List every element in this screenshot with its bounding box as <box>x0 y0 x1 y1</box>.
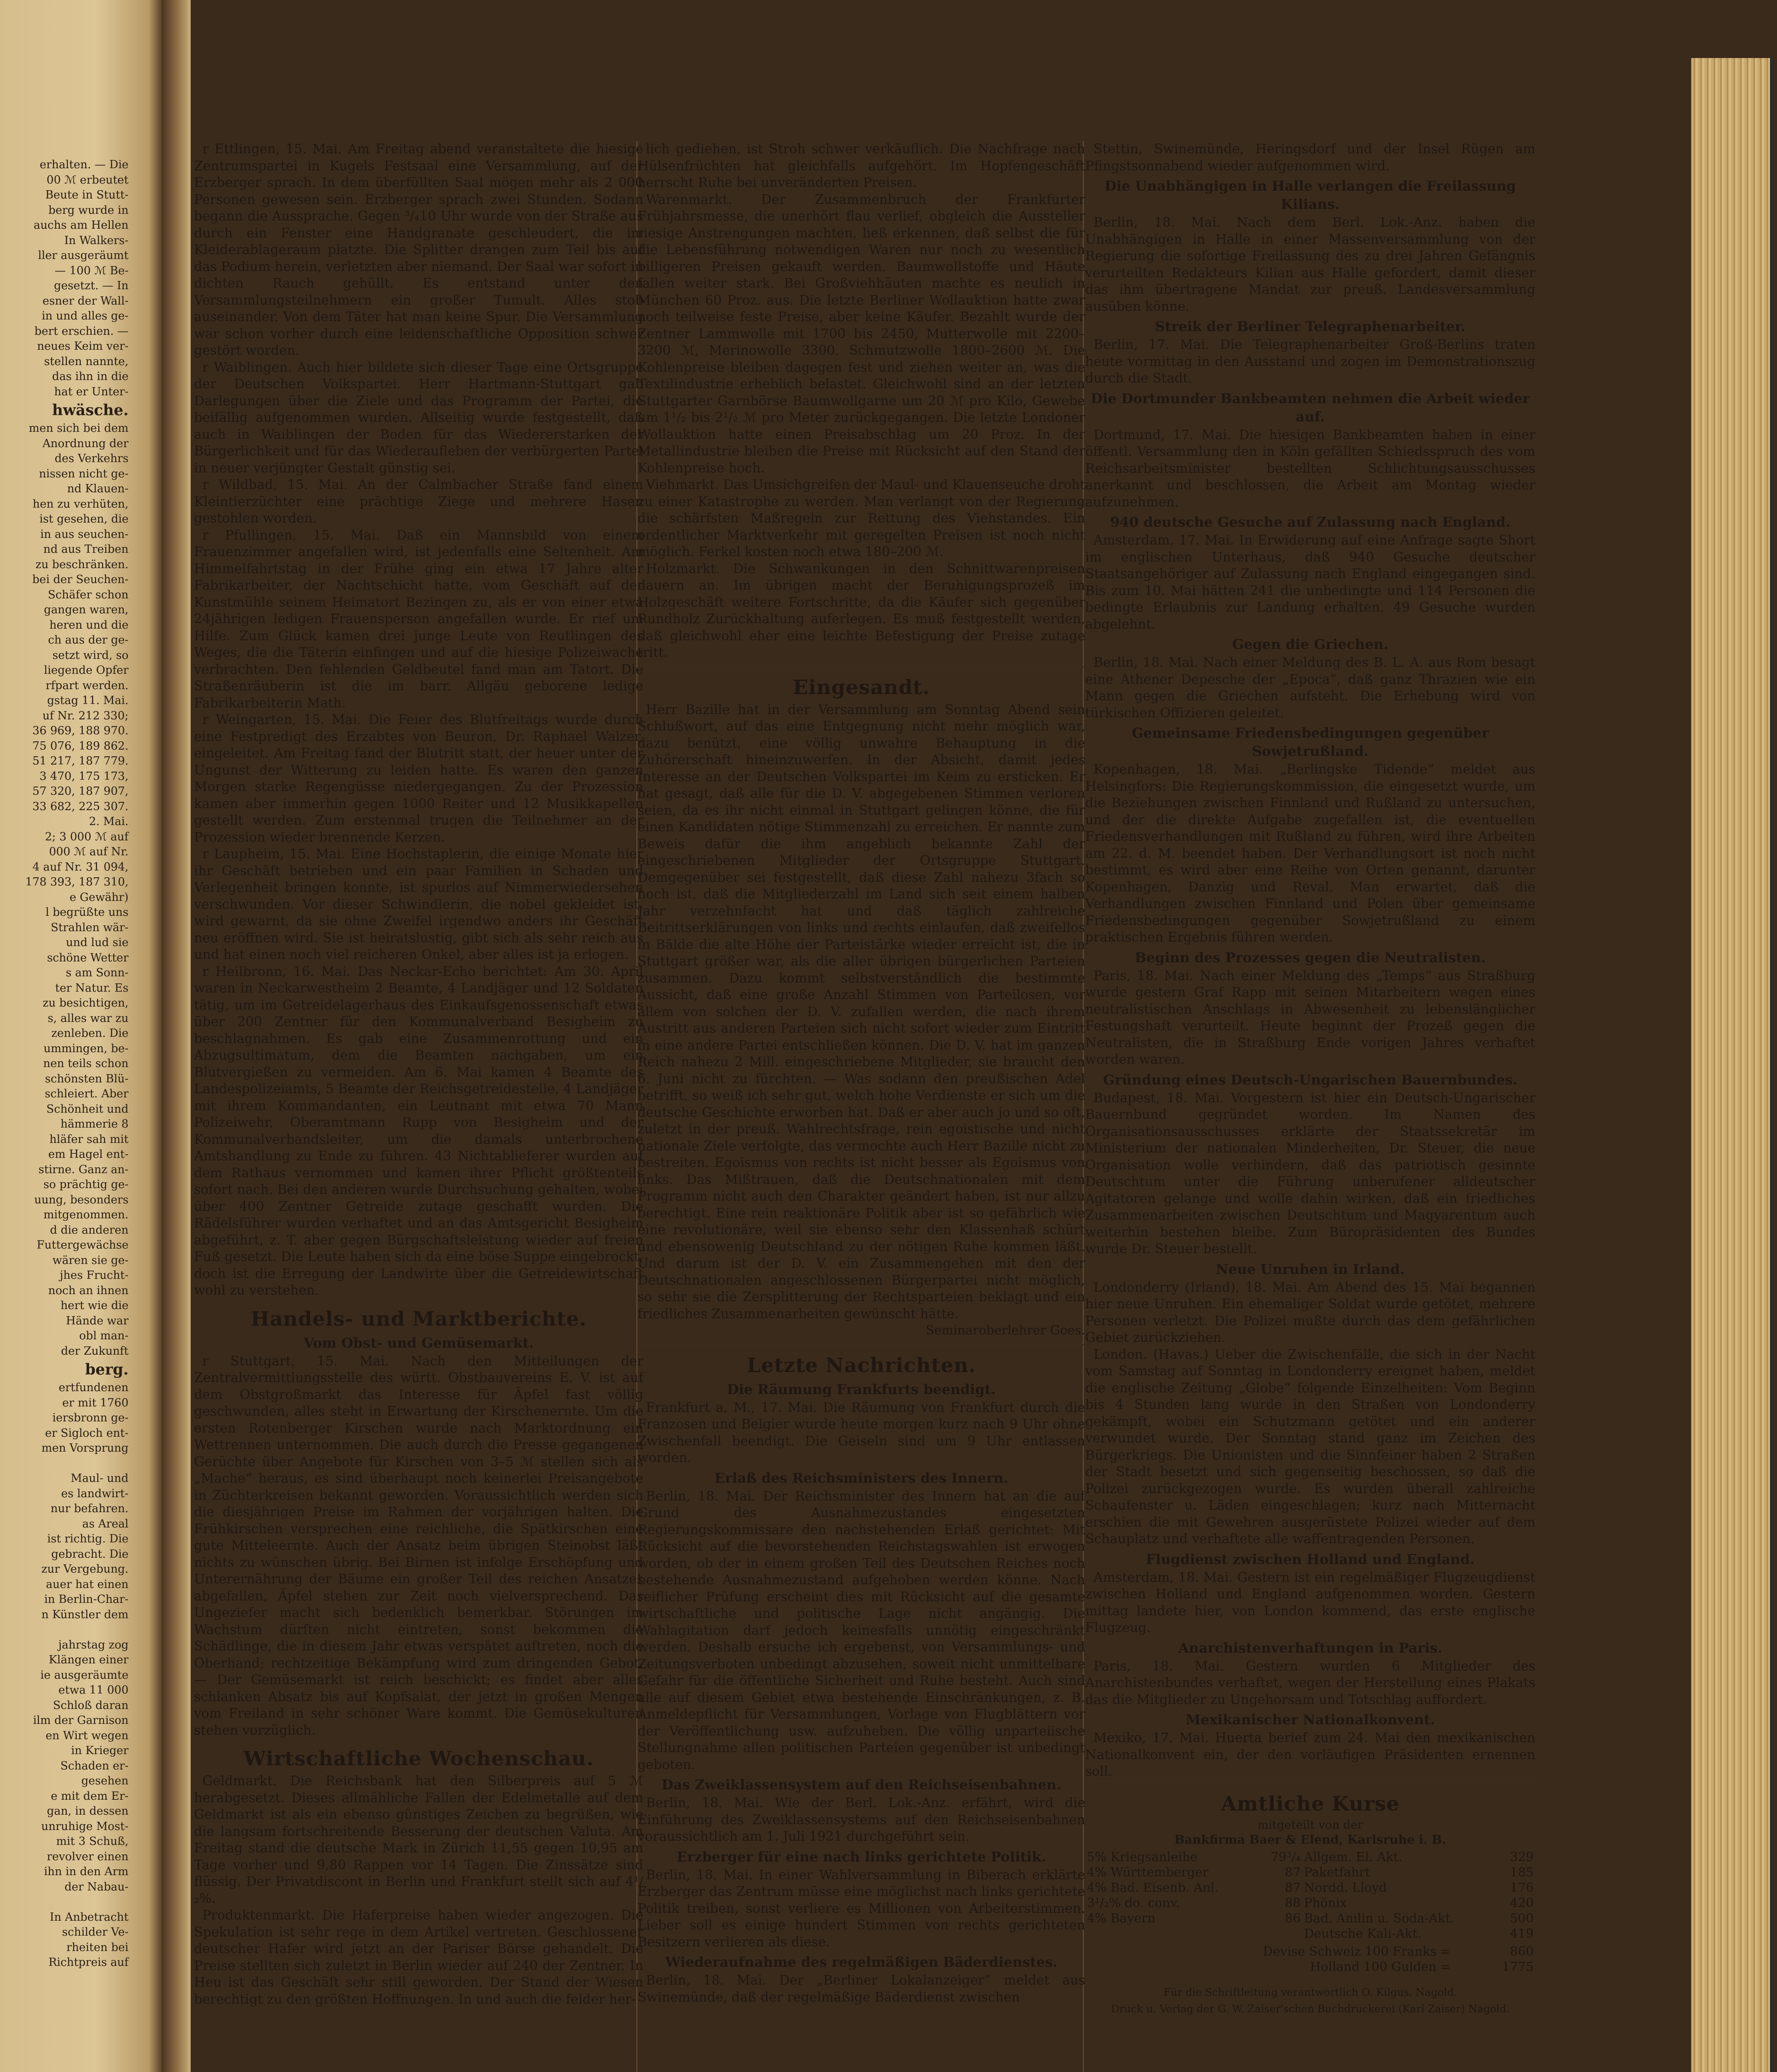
left-text-line: esner der Wall- <box>42 294 128 307</box>
kurse-cell: 4% Bad. Eisenb. Anl. <box>1087 1880 1219 1895</box>
economic-review-block <box>194 1773 643 2008</box>
paragraph: Berlin, 18. Mai. Nach dem Berl. Lok.-Anz. haben die Unabhängigen in Halle in einer Massenversammlung von der Regierung die sofortige Freilassung des zu drei Jahren Gefängnis verurteilten Redakteurs Kilian aus Halle gefordert, damit dieser das ihm übertragene Mandat zur preuß. Landesversammlung ausüben könne. <box>1085 215 1535 314</box>
left-text-line: das ihn in die <box>52 370 128 383</box>
left-text-line: ummingen, be- <box>44 1042 128 1055</box>
subheading-raeumung: Die Räumung Frankfurts beendigt. <box>727 1381 996 1397</box>
left-text-line: mitgenommen. <box>43 1208 128 1221</box>
left-text-line: gebracht. Die <box>51 1547 128 1561</box>
left-text-line: ie ausgeräumte <box>40 1668 128 1682</box>
paragraph: Produktenmarkt. Die Haferpreise haben wieder angezogen. Die Spekulation ist sehr rege in dem Artikel vertreten. Geschlossener deutscher Hafer wird jetzt an der Pariser Börse gehandelt. Die Preise stellten sich zuletzt in Berlin wieder auf 240 der Zentner. In Heu ist das Geschäft sehr still geworden. Der Stand der Wiesen berechtigt zu den größten Hoffnungen. In und auch die felder her- <box>194 1908 643 2007</box>
kurse-cell: Nordd. Lloyd <box>1304 1880 1387 1895</box>
left-text-line: noch an ihnen <box>48 1284 128 1297</box>
market-report-block <box>194 1353 643 1739</box>
news-frieden <box>1085 761 1535 946</box>
left-text-line: d die anderen <box>50 1223 128 1237</box>
paragraph: lich gediehen, ist Stroh schwer verkäuflich. Die Nachfrage nach Hülsenfrüchten hat gleichfalls aufgehört. Im Hopfengeschäft herrscht Ruhe bei unveränderten Preisen. <box>638 142 1085 190</box>
news-kilian <box>1085 214 1535 315</box>
paragraph: Berlin, 18. Mai. Der „Berliner Lokalanzeiger“ meldet aus Swinemünde, daß der regelmäßige Bäderdienst zwischen <box>638 1973 1085 2005</box>
left-text-line: 00 ℳ erbeutet <box>46 173 128 186</box>
kurse-cell: 3¹/₂% do. conv. <box>1087 1895 1180 1910</box>
kurse-row <box>1085 1849 1535 1865</box>
kurse-row <box>1085 1865 1535 1880</box>
subheading-zweiklassen: Das Zweiklassensystem auf den Reichseisenbahnen. <box>661 1777 1062 1793</box>
column-1 <box>194 141 643 2008</box>
left-text-line: hat er Unter- <box>54 385 128 398</box>
left-heading: berg. <box>85 1361 128 1378</box>
left-text-line: ist richtig. Die <box>47 1532 128 1545</box>
left-text-line: stirne. Ganz an- <box>38 1163 128 1176</box>
fx-cell: = <box>1440 1944 1450 1959</box>
left-text-line: schönsten Blü- <box>45 1072 128 1085</box>
left-text-line: uung, besonders <box>34 1193 128 1206</box>
kurse-cell: Phönix <box>1304 1895 1347 1910</box>
local-news-block <box>194 141 643 1299</box>
left-text-line: jahrstag zog <box>58 1638 128 1651</box>
kurse-cell <box>1259 1926 1302 1941</box>
kurse-cell: 5% Kriegsanleihe <box>1087 1849 1198 1864</box>
paragraph: Viehmarkt. Das Umsichgreifen der Maul- und Klauenseuche droht zu einer Katastrophe zu werden. Man verlangt von der Regierung die schärfsten Maßregeln zur Rettung des Viehstandes. Ein ordentlicher Marktverkehr mit geregelten Preisen ist noch nicht möglich. Ferkel kosten noch etwa 180–200 ℳ. <box>638 477 1085 559</box>
left-text-line: unruhige Most- <box>41 1820 128 1833</box>
left-text-line: 36 969, 188 970. <box>32 724 128 737</box>
paragraph: r Pfullingen, 15. Mai. Daß ein Mannsbild von einem Frauenzimmer angefallen wird, ist jedenfalls eine Seltenheit. Am Himmelfahrtstag in der Frühe ging ein etwa 17 Jahre alter Fabrikarbeiter, der Nachtschicht hatte, vom Geschäft auf der Kunstmühle seinem Heimatort Bezingen zu, als er von einer etwa 24jährigen ledigen Frauensperson angefallen wurde. Er rief um Hilfe. Zum Glück kamen drei junge Leute von Reutlingen des Weges, die die Täterin einfingen und auf die hiesige Polizeiwache verbrachten. Den fehlenden Geldbeutel fand man am Tatort. Die Straßenräuberin ist die im barr. Allgäu geborene ledige Fabrikarbeiterin Math. <box>194 528 643 711</box>
left-text-line: e mit dem Er- <box>51 1789 128 1803</box>
kurse-cell: Deutsche Kali-Akt. <box>1304 1926 1421 1941</box>
news-gesuche <box>1085 532 1535 633</box>
section-heading-handel: Handels- und Marktberichte. <box>250 1307 587 1331</box>
left-text-line: etwa 11 000 <box>58 1684 128 1697</box>
left-text-line: schöne Wetter <box>47 951 128 964</box>
paragraph: r Heilbronn, 16. Mai. Das Neckar-Echo berichtet: Am 30. April waren in Neckarwestheim 2 Beamte, 4 Landjäger und 12 Soldaten tätig, um im Getreidelagerhaus des Einkaufsgenossenschaft etwas über 200 Zentner für den Kommunalverband Besigheim zu beschlagnahmen. Es gab eine Zusammenrottung und ein Abzugsultimatum, dem die Beamten nachgaben, um ein Blutvergießen zu vermeiden. Am 6. Mai kamen 4 Beamte des Landespolizeiamts, 5 Beamte der Reichsgetreidestelle, 4 Landjäger mit ihrem Kommandanten, ein Leutnant mit etwa 70 Mann Polizeiwehr, Oberamtmann Rupp von Besigheim und der Kommunalverbandsleiter, um die damals unterbrochene Amtshandlung zu Ende zu führen. 43 Nichtablieferer wurden auf dem Rathaus vernommen und kamen ihrer Pflicht größtenteils sofort nach. Bei den anderen wurde Durchsuchung gehalten, wobei über 400 Zentner Getreide zutage geschafft wurden. Die Rädelsführer wurden verhaftet und an das Amtsgericht Besigheim abgeführt, z. T. aber gegen Bürgschaftsleistung wieder auf freien Fuß gesetzt. Die Leute haben sich da eine böse Suppe eingebrockt, doch ist die Erregung der Landwirte über die Getreidewirtschaft wohl zu verstehen. <box>194 964 643 1298</box>
left-text-line: nd aus Treiben <box>43 543 128 556</box>
paragraph: r Ettlingen, 15. Mai. Am Freitag abend veranstaltete die hiesige Zentrumspartei in Kugels Festsaal eine Versammlung, auf der Erzberger sprach. In dem überfüllten Saal mögen mehr als 2 000 Personen gewesen sein. Erzberger sprach zwei Stunden. Sodann begann die Aussprache. Gegen ³/₄10 Uhr wurde von der Straße aus durch ein Fenster eine Handgranate geschleudert, die im Kleiderablageraum platzte. Die Splitter drangen zum Teil bis auf das Podium herein, verletzten aber niemand. Der Saal war sofort in dichten Rauch gehüllt. Es entstand unter den Versammlungsteilnehmern ein großer Tumult. Alles stob auseinander. Von dem Täter hat man keine Spur. Die Versammlung war schon vorher durch eine leidenschaftliche Opposition schwer gestört worden. <box>194 142 643 358</box>
fx-cell: Holland 100 Gulden <box>1310 1959 1437 1974</box>
left-text-line: revolver einen <box>46 1850 128 1863</box>
left-text-line: — 100 ℳ Be- <box>54 264 128 277</box>
left-text-line: es landwirt- <box>61 1487 128 1500</box>
divider <box>1085 1980 1535 1981</box>
kurse-cell: 4% Bayern <box>1087 1911 1156 1926</box>
left-text-line: s, alles war zu <box>47 1012 128 1025</box>
left-text-line <box>4 1456 128 1472</box>
paragraph: r Waiblingen. Auch hier bildete sich dieser Tage eine Ortsgruppe der Deutschen Volkspartei. Herr Hartmann-Stuttgart gab Darlegungen über die Ziele und das Programm der Partei, die beifällig aufgenommen wurden. Allseitig wurde festgestellt, daß auch in Waiblingen der Boden für das Wiedererstarken der Bürgerlichkeit und für das Wiederaufleben der verbürgerten Partei in neuer verjüngter Gestalt günstig sei. <box>194 360 643 476</box>
left-text-line: 3 470, 175 173, <box>39 770 128 783</box>
left-text-line: 178 393, 187 310, <box>25 876 128 888</box>
left-text-line: bei der Seuchen- <box>32 573 128 586</box>
paragraph: r Stuttgart, 15. Mai. Nach den Mitteilungen der Zentralvermittlungsstelle des württ. Obstbauvereins E. V. ist auf dem Obstgroßmarkt das Interesse für Äpfel fast völlig geschwunden, alles steht in Erwartung der Kirschenernte. Um die ersten Rotenberger Kirschen wurde nach Marktordnung ein Wettrennen unternommen. Die auch durch die Presse gegangenen Gerüchte über Angebote für Kirschen von 3–5 ℳ stellen sich als „Mache“ heraus, es sind überhaupt noch keinerlei Preisangebote in Züchterkreisen bekannt geworden. Voraussichtlich werden sich die diesjährigen Preise im Rahmen der vorjährigen halten. Die Frühkirschen versprechen eine reichliche, die Spätkirschen eine gute Mitteleernte. Auch der Ansatz beim übrigen Steinobst läßt nichts zu wünschen übrig. Bei Birnen ist infolge Erschöpfung und Unterernährung der Bäume ein großer Teil des reichen Ansatzes abgefallen, Äpfel stehen zur Zeit noch vielversprechend. Das Ungeziefer macht sich bedenklich bemerkbar. Störungen im Wachstum dürften nicht eintreten, sonst bekommen die Schädlinge, die in diesem Jahr etwas verspätet auftreten, noch die Oberhand; rechtzeitige Bekämpfung wird zum dringenden Gebot. — Der Gemüsemarkt ist reich beschickt; es findet aber alles schlanken Absatz bis auf Kopfsalat, der jetzt in großen Mengen vom Freiland in sehr schöner Ware kommt. Die Gemüsekulturen stehen vorzüglich. <box>194 1353 643 1738</box>
section-heading-eingesandt: Eingesandt. <box>793 675 930 699</box>
left-text-line: bert erschien. — <box>34 324 128 338</box>
section-heading-letzte-nachrichten: Letzte Nachrichten. <box>747 1353 976 1377</box>
left-page-fragment <box>0 0 162 2072</box>
subheading-gesuche: 940 deutsche Gesuche auf Zulassung nach England. <box>1110 514 1510 530</box>
left-text-line: Schönheit und <box>46 1102 128 1116</box>
fx-row <box>1085 1944 1535 1959</box>
left-text-line: ilm der Garnison <box>33 1714 128 1727</box>
left-text-line: und lud sie <box>65 936 128 949</box>
kurse-bank: Bankfirma Baer & Elend, Karlsruhe i. B. <box>1174 1832 1446 1847</box>
kurse-cell: 185 <box>1510 1865 1534 1880</box>
left-page-column <box>4 157 128 1970</box>
kurse-table <box>1085 1849 1535 1941</box>
subheading-streik: Streik der Berliner Telegraphenarbeiter. <box>1155 318 1466 334</box>
paragraph: Berlin, 18. Mai. Nach einer Meldung des B. L. A. aus Rom besagt eine Athener Depesche der „Epoca“, daß ganz Thrazien wie ein Mann gegen die Griechen aufsteht. Die Erhebung wird von türkischen Offizieren geleitet. <box>1085 655 1535 721</box>
left-text-line: er Sigloch ent- <box>45 1426 128 1440</box>
subheading-irland: Neue Unruhen in Irland. <box>1216 1261 1405 1277</box>
news-flugdienst <box>1085 1569 1535 1636</box>
left-text-line: Schaden er- <box>60 1759 128 1772</box>
left-text-line: Richtpreis auf <box>48 1956 128 1969</box>
left-text-line: 57 320, 187 907, <box>32 785 128 798</box>
left-text-line: der Zukunft <box>61 1344 128 1358</box>
left-text-line: gstag 11. Mai. <box>47 694 128 707</box>
left-text-line: l begrüßte uns <box>45 906 128 919</box>
news-mexiko <box>1085 1730 1535 1780</box>
left-text-line: Klängen einer <box>48 1653 128 1666</box>
left-text-line: ist gesehen, die <box>39 513 128 525</box>
paragraph: r Wildbad, 15. Mai. An der Calmbacher Straße fand einem Kleintierzüchter eine prächtige Ziege und mehrere Hasen gestohlen worden. <box>194 477 643 526</box>
left-text-line: ller ausgeräumt <box>38 249 128 262</box>
left-text-line: Schloß daran <box>53 1699 128 1712</box>
kurse-cell: 87 <box>1285 1865 1301 1880</box>
left-text-line: liegende Opfer <box>44 664 128 677</box>
subheading-baederdienst: Wiederaufnahme des regelmäßigen Bäderdienstes. <box>665 1954 1058 1970</box>
letter-signature: Seminaroberlehrer Goes. <box>926 1323 1085 1338</box>
kurse-cell: 176 <box>1510 1880 1534 1895</box>
news-irland <box>1085 1279 1535 1548</box>
left-text-line: berg wurde in <box>48 203 128 217</box>
subheading-kilian: Die Unabhängigen in Halle verlangen die Freilassung Kilians. <box>1104 178 1516 212</box>
left-text-line: e Gewähr) <box>69 891 128 904</box>
left-text-line: Hände war <box>66 1314 128 1327</box>
left-text-line: 75 076, 189 862. <box>32 739 128 753</box>
paragraph: r Laupheim, 15. Mai. Eine Hochstaplerin, die einige Monate hier ihr Geschäft betrieben und ein paar Familien in Schaden und Verlegenheit bringen konnte, ist spurlos auf Nimmerwiedersehen verschwunden. Vor dieser Schwindlerin, die nobel gekleidet ist, wird gewarnt, da sie ohne Zweifel irgendwo anders ihr Geschäft neu eröffnen wird. Sie ist heiratslustig, gibt sich als sehr reich aus und hat einen noch viel reicheren Onkel, aber alles ist ja erlogen. <box>194 847 643 962</box>
left-text-line: schilder Ve- <box>62 1926 128 1939</box>
paragraph: Geldmarkt. Die Reichsbank hat den Silberpreis auf 5 ℳ herabgesetzt. Dieses allmähliche Fallen der Edelmetalle auf dem Geldmarkt ist als ein ebenso günstiges Zeichen zu begrüßen, wie die langsam fortschreitende Besserung der deutschen Valuta. Am Freitag stand die deutsche Mark in Zürich 11,55 gegen 10,95 am Tage vorher und 9,80 Rappen vor 14 Tagen. Die Zinssätze sind flüssig. Der Privatdiscont in Berlin und Frankfurt stellt sich auf 4¹/₂%. <box>194 1774 643 1906</box>
left-text-line: so prächtig ge- <box>43 1178 128 1191</box>
subheading-flugdienst: Flugdienst zwischen Holland und England. <box>1146 1551 1475 1567</box>
subheading-obstmarkt: Vom Obst- und Gemüsemarkt. <box>303 1334 534 1351</box>
paragraph: Amsterdam, 18. Mai. Gestern ist ein regelmäßiger Flugzeugdienst zwischen Holland und England aufgenommen worden. Gestern mittag landete hier, von London kommend, das erste englische Flugzeug. <box>1085 1570 1535 1635</box>
kurse-subtitle: mitgeteilt von der <box>1257 1818 1363 1832</box>
left-text-line: gangen waren, <box>44 603 128 616</box>
paragraph: Dortmund, 17. Mai. Die hiesigen Bankbeamten haben in einer öffentl. Versammlung den in Köln gefällten Schiedsspruch des vom Reichsarbeitsminister bestellten Schlichtungsausschusses anerkannt und beschlossen, die Arbeit am Montag wieder aufzunehmen. <box>1085 427 1535 510</box>
left-text-line: heren und die <box>49 618 128 632</box>
left-text-line: wären sie ge- <box>52 1254 128 1267</box>
left-text-line: 33 682, 225 307. <box>32 800 128 813</box>
left-text-line <box>4 1622 128 1638</box>
paragraph: Herr Bazille hat in der Versammlung am Sonntag Abend sein Schlußwort, auf das eine Entgegnung nicht mehr möglich war, dazu benützt, eine völlig unwahre Behauptung in die Zuhörerschaft hineinzuwerfen. In der Absicht, damit jedes Interesse an der Deutschen Volkspartei im Keim zu ersticken. Er hat gesagt, daß alle für die D. V. abgegebenen Stimmen verloren seien, da es ihr nicht einmal in Stuttgart gelingen könne, die für einen Kandidaten nötige Stimmenzahl zu erreichen. Er nannte zum Beweis dafür die ihm angeblich bekannte Zahl der eingeschriebenen Mitglieder der Ortsgruppe Stuttgart. Demgegenüber sei festgestellt, daß diese Zahl nahezu 3fach so hoch ist, daß die Mitgliederzahl im Land sich seit einem halben Jahr verzehnfacht hat und daß täglich zahlreiche Beitrittserklärungen von links und rechts einlaufen, daß zweifellos in Bälde die alte Höhe der Parteistärke wieder erreicht ist, die in Stuttgart größer war, als die aller übrigen bürgerlichen Parteien zusammen. Dazu kommt selbstverständlich die bestimmte Aussicht, daß eine große Anzahl Stimmen von Parteilosen, vor allem von solchen der D. V. zufallen werden, die nach ihrem Austritt aus anderen Parteien sich nicht sofort wieder zum Eintritt in eine andere Partei entschließen können. Die D. V. hat im ganzen Reich nahezu 2 Mill. eingeschriebene Mitglieder, sie braucht den 6. Juni nicht zu fürchten. — Was sodann den preußischen Adel betrifft, so weiß ich sehr gut, welch hohe Verdienste er sich um die deutsche Geschichte erworben hat. Daß er aber auch jo und so oft, zuletzt in der preuß. Wahlrechtsfrage, rein egoistische und nicht nationale Ziele verfolgte, das vermochte auch Herr Bazille nicht zu bestreiten. Egoismus von rechts ist nicht besser als Egoismus von links. Das Mißtrauen, daß die Deutschnationalen mit dem Programm nicht auch den Charakter geändert haben, ist nur allzu berechtigt. Eine rein reaktionäre Politik aber ist so gefährlich wie eine revolutionäre, weil sie ebenso sehr den Klassenhaß schürt und ebensowenig Deutschland zu der nötigen Ruhe kommen läßt. Und darum ist der D. V. ein Zusammengehen mit den der Deutschnationalen angeschlossenen Bürgerpartei nicht möglich, so sehr sie die Zersplitterung der Rechtsparteien beklagt und ein friedliches Zusammenarbeiten gewünscht hätte. <box>638 702 1085 1322</box>
paragraph: Warenmarkt. Der Zusammenbruch der Frankfurter Frühjahrsmesse, die unerhört flau verlief, obgleich die Aussteller riesige Anstrengungen machten, ließ erkennen, daß selbst die für die Lebensführung notwendigen Waren nur noch zu wesentlich billigeren Preisen gekauft werden. Baumwollstoffe und Häute fallen weiter stark. Bei Großviehhäuten machte es neulich in München 60 Proz. aus. Die letzte Berliner Wollauktion hatte zwar noch teilweise feste Preise, aber keine Käufer. Bezahlt wurde der Zentner Lammwolle mit 1700 bis 2450, Mutterwolle mit 2200–3200 ℳ, Merinowolle 3300. Schmutzwolle 1800–2600 ℳ. Die Kohlenpreise bleiben dagegen fest und ziehen weiter an, was die Textilindustrie erheblich belastet. Gleichwohl sind an der letzten Stuttgarter Garnbörse Baumwollgarne um 20 ℳ pro Kilo, Gewebe um 1¹/₂ bis 2¹/₂ ℳ pro Meter zurückgegangen. Die letzte Londoner Wollauktion hatte einen Preisabschlag um 20 Proz. In der Metallindustrie bleiben die Preise mit Rücksicht auf den Stand der Kohlenpreise hoch. <box>638 192 1085 476</box>
left-text-line: mit 3 Schuß, <box>56 1835 128 1848</box>
left-text-line: in und alles ge- <box>41 310 128 322</box>
left-text-line: n Künstler dem <box>41 1608 128 1621</box>
left-text-line: Beute in Stutt- <box>45 189 128 201</box>
left-text-line: zu beschränken. <box>35 558 128 571</box>
left-text-line: neues Keim ver- <box>37 340 128 353</box>
subheading-erzberger: Erzberger für eine nach links gerichtete Politik. <box>676 1848 1046 1865</box>
paragraph: Kopenhagen, 18. Mai. „Berlingske Tidende“ meldet aus Helsingfors: Die Regierungskommission, die eingesetzt wurde, um die Beziehungen zwischen Finnland und Rußland zu untersuchen, und der die direkte Aufgabe zugefallen ist, die eventuellen Friedensverhandlungen mit Rußland zu führen, wird ihre Arbeiten am 22. d. M. beendet haben. Der Verhandlungsort ist noch nicht bestimmt, es wird aber eine Reihe von Orten genannt, darunter Kopenhagen, Danzig und Reval. Man erwartet, daß die Verhandlungen zwischen Finnland und Polen über gemeinsame Friedensbedingungen gegenüber Sowjetrußland zu einem praktischen Ergebnis führen werden. <box>1085 762 1535 945</box>
left-text-line: nen teils schon <box>43 1057 128 1070</box>
kurse-cell: 86 <box>1285 1911 1301 1926</box>
subheading-mexiko: Mexikanischer Nationalkonvent. <box>1185 1711 1435 1728</box>
left-text-line: as Areal <box>82 1517 128 1530</box>
left-text-line <box>4 1895 128 1910</box>
kurse-cell: 79³/₄ <box>1270 1849 1301 1864</box>
news-zweiklassen <box>638 1795 1085 1845</box>
kurse-cell: 4% Württemberger <box>1087 1865 1209 1880</box>
left-text-line: Strahlen wär- <box>51 921 128 934</box>
fx-cell: = <box>1440 1959 1450 1974</box>
paragraph: London. (Havas.) Ueber die Zwischenfälle, die sich in der Nacht vom Samstag auf Sonntag in Londonderry ereignet haben, meldet die englische Zeitung „Globe“ folgende Einzelheiten: Vom Beginn bis 4 Stunden lang wurde in den Straßen von Londonderry gekämpft, wobei ein Schutzmann getötet und ein anderer verwundet wurde. Der Sonntag stand ganz im Zeichen des Bürgerkriegs. Die Unionisten und die Sinnfeiner haben 2 Straßen der Stadt besetzt und sich gegenseitig beschossen, so daß die Polizei zurückgezogen wurde. Es wurden überall zahlreiche Schaufenster u. Läden eingeschlagen; kurz nach Mitternacht erschien die mit Gewehren ausgerüstete Polizei wieder auf dem Schauplatz und verhaftete alle waffentragenden Personen. <box>1085 1347 1535 1547</box>
fx-cell: 1775 <box>1502 1959 1534 1974</box>
paragraph: Budapest, 18. Mai. Vorgestern ist hier ein Deutsch-Ungarischer Bauernbund gegründet worden. Im Namen des Organisationsausschusses erklärte der Staatssekretär im Ministerium der nationalen Minderheiten, Dr. Steuer, die neue Organisation wolle verhindern, daß das patriotisch gesinnte Deutschtum unter die Führung unberufener alldeutscher Agitatoren gelange und wolle dahin wirken, daß ein friedliches Zusammenarbeiten zwischen Deutschtum und Magyarentum auch weiterhin bestehen bleibe. Zum Büropräsidenten des Bundes wurde Dr. Steuer bestellt. <box>1085 1090 1535 1256</box>
paragraph: Amsterdam, 17. Mai. In Erwiderung auf eine Anfrage sagte Short im englischen Unterhaus, daß 940 Gesuche deutscher Staatsangehöriger auf Zulassung nach England eingegangen sind. Bis zum 10. Mai hätten 241 die unbedingte und 114 Personen die bedingte Erlaubnis zur Landung erhalten. 49 Gesuche wurden abgelehnt. <box>1085 533 1535 632</box>
left-text-line: zenleben. Die <box>51 1027 128 1040</box>
left-text-line: nur befahren. <box>51 1502 128 1515</box>
news-erzberger <box>638 1867 1085 1951</box>
book-gutter <box>162 0 191 2072</box>
left-text-line: ihn in den Arm <box>44 1865 128 1878</box>
left-text-line: em Hagel ent- <box>48 1148 128 1161</box>
market-continuation-block <box>638 141 1085 661</box>
left-text-line: schleiert. Aber <box>44 1087 128 1100</box>
subheading-frieden: Gemeinsame Friedensbedingungen gegenüber Sowjetrußland. <box>1132 725 1489 759</box>
paragraph: Mexiko, 17. Mai. Huerta berief zum 24. Mai den mexikanischen Nationalkonvent ein, der den vorläufigen Präsidenten ernennen soll. <box>1085 1731 1535 1779</box>
left-text-line: ch aus der ge- <box>48 634 128 646</box>
footer-publisher: Druck u. Verlag der G. W. Zaiser'schen Buchdruckerei (Karl Zaiser) Nagold. <box>1111 2002 1510 2015</box>
section-heading-wirtschaft: Wirtschaftliche Wochenschau. <box>243 1747 594 1770</box>
page-stack-edge <box>1691 58 1773 2072</box>
left-text-line: erhalten. — Die <box>39 158 128 171</box>
left-text-line: hläfer sah mit <box>49 1133 128 1146</box>
kurse-cell: 329 <box>1510 1849 1534 1864</box>
left-text-line: jhes Frucht- <box>60 1269 128 1282</box>
paragraph: Berlin, 18. Mai. In einer Wahlversammlung in Biberach erklärte Erzberger das Zentrum müsse eine möglichst nach links gerichtete Politik treiben, sonst verliere es Millionen von Arbeiterstimmen. Lieber soll es einige hundert Stimmen von rechts gerichteten Besitzern verlieren als diese. <box>638 1867 1085 1950</box>
news-prozess <box>1085 968 1535 1068</box>
kurse-row <box>1085 1911 1535 1926</box>
left-text-line: nissen nicht ge- <box>39 467 128 480</box>
paragraph: Berlin, 17. Mai. Die Telegraphenarbeiter Groß-Berlins traten heute vormittag in den Ausstand und zogen im Demonstrationszug durch die Stadt. <box>1085 337 1535 386</box>
left-text-line: In Walkers- <box>64 234 128 247</box>
left-text-line: stellen nannte, <box>44 355 128 368</box>
kurse-cell: 87 <box>1285 1880 1301 1895</box>
left-text-line: s am Sonn- <box>65 966 128 979</box>
left-text-line: iersbronn ge- <box>52 1411 128 1424</box>
left-text-line: er mit 1760 <box>62 1396 128 1409</box>
paragraph: Holzmarkt. Die Schwankungen in den Schnittwarenpreisen dauern an. Im übrigen macht der Beruhigungsprozeß im Holzgeschäft weitere Fortschritte, da die Käufer sich gegenüber Rundholz Zurückhaltung auferlegen. Es muß festgestellt werden, daß gleichwohl eher eine leichte Befestigung der Preise zutage tritt. <box>638 561 1085 660</box>
kurse-cell: Paketfahrt <box>1304 1865 1370 1880</box>
left-text-line: hämmerie 8 <box>61 1118 128 1130</box>
subheading-erlass: Erlaß des Reichsministers des Innern. <box>714 1469 1009 1486</box>
left-text-line: 51 217, 187 779. <box>32 755 128 767</box>
fx-table <box>1085 1944 1535 1975</box>
kurse-cell: 500 <box>1510 1911 1534 1926</box>
left-text-line: 2. Mai. <box>89 815 128 828</box>
kurse-cell: 419 <box>1510 1926 1534 1941</box>
left-text-line: Schäfer schon <box>48 588 128 601</box>
paragraph: Paris, 18. Mai. Gestern wurden 6 Mitglieder des Anarchistenbundes verhaftet, wegen der Herstellung eines Plakats das die Mitglieder zu Ungehorsam und Totschlag auffordert. <box>1085 1658 1535 1707</box>
left-text-line: 2; 3 000 ℳ auf <box>45 830 128 843</box>
left-text-line: des Verkehrs <box>54 452 128 465</box>
fx-cell: 860 <box>1510 1944 1534 1959</box>
left-text-line: rfpart werden. <box>46 679 128 692</box>
left-text-line: Anordnung der <box>42 437 128 450</box>
kurse-cell: 420 <box>1510 1895 1534 1910</box>
exchange-rates-box <box>1085 1780 1535 1975</box>
footer-editor: Für die Schriftleitung verantwortlich O. Kilgus, Nagold. <box>1163 1986 1457 1998</box>
news-baederdienst <box>638 1972 1085 2006</box>
news-griechen <box>1085 654 1535 721</box>
left-text-line: auchs am Hellen <box>34 219 128 232</box>
left-text-line: In Anbetracht <box>49 1910 128 1924</box>
subheading-prozess: Beginn des Prozesses gegen die Neutralisten. <box>1135 949 1486 966</box>
left-text-line: der Nabau- <box>64 1880 128 1893</box>
subheading-bankbeamte: Die Dortmunder Bankbeamten nehmen die Arbeit wieder auf. <box>1091 390 1530 425</box>
left-text-line: hen zu verhüten, <box>32 497 128 511</box>
left-text-line: in Krieger <box>71 1744 128 1757</box>
paragraph: Londonderry (Irland), 18. Mai. Am Abend des 15. Mai begannen hier neue Unruhen. Ein ehemaliger Soldat wurde getötet, mehrere Personen verletzt. Die Polizei mußte durch das dem gefährlichen Gebiet zurückziehen. <box>1085 1280 1535 1345</box>
kurse-cell: Bad. Anilin u. Soda-Akt. <box>1304 1911 1455 1926</box>
paragraph: r Weingarten, 15. Mai. Die Feier des Blutfreitags wurde durch eine Festpredigt des Erzabtes von Beuron, Dr. Raphael Walzer, eingeleitet. Am Freitag fand der Blutritt statt, der heuer unter der Ungunst der Witterung zu leiden hatte. Es waren den ganzen Morgen starke Regengüsse niedergegangen. Zu der Prozession kamen aber immerhin gegen 1000 Reiter und 12 Musikkapellen gestellt werden. Zum erstenmal trugen die Teilnehmer an der Prozession wieder brennende Kerzen. <box>194 712 643 845</box>
left-text-line: zu besichtigen, <box>42 997 128 1009</box>
left-text-line: gan, in dessen <box>47 1805 128 1818</box>
news-bankbeamte <box>1085 427 1535 511</box>
left-text-line: in Berlin-Char- <box>44 1593 128 1606</box>
news-bauernbund <box>1085 1090 1535 1258</box>
fx-row <box>1085 1959 1535 1975</box>
news-continuation <box>1085 141 1535 174</box>
left-text-line: 4 auf Nr. 31 094, <box>32 860 128 874</box>
column-3 <box>1085 141 1535 2016</box>
paragraph: Frankfurt a. M., 17. Mai. Die Räumung von Frankfurt durch die Franzosen und Belgier wurde heute morgen kurz nach 9 Uhr ohne Zwischenfall beendigt. Die Geiseln sind um 9 Uhr entlassen worden. <box>638 1400 1085 1465</box>
left-text-line: nd Klauen- <box>67 482 128 495</box>
left-heading: hwäsche. <box>52 402 128 419</box>
left-text-line: Futtergewächse <box>36 1239 128 1251</box>
paragraph: Berlin, 18. Mai. Wie der Berl. Lok.-Anz. erfährt, wird die Einführung des Zweiklassensystems auf den Reichseisenbahnen voraussichtlich am 1. Juli 1921 durchgeführt sein. <box>638 1796 1085 1844</box>
left-text-line: in aus seuchen- <box>40 528 128 541</box>
left-text-line: rheiten bei <box>66 1941 128 1954</box>
left-text-line: setzt wird, so <box>52 649 128 662</box>
news-anarchisten <box>1085 1658 1535 1709</box>
divider <box>638 1344 1085 1346</box>
left-text-line: men Vorsprung <box>41 1442 128 1455</box>
left-text-line: gesetzt. — In <box>54 279 128 292</box>
fx-cell: Devise Schweiz 100 Franks <box>1263 1944 1437 1959</box>
news-frankfurt <box>638 1399 1085 1467</box>
kurse-row <box>1085 1895 1535 1911</box>
left-text-line: hert wie die <box>61 1299 128 1312</box>
left-text-line: men sich bei dem <box>29 422 128 435</box>
kurse-cell: 88 <box>1285 1895 1301 1910</box>
subheading-bauernbund: Gründung eines Deutsch-Ungarischen Bauernbundes. <box>1103 1071 1518 1088</box>
subheading-anarchisten: Anarchistenverhaftungen in Paris. <box>1178 1639 1442 1656</box>
left-text-line: ertfundenen <box>58 1381 128 1394</box>
left-text-line: Maul- und <box>70 1472 128 1485</box>
kurse-cell <box>1085 1926 1259 1941</box>
left-text-line: obl man- <box>79 1329 128 1342</box>
kurse-title: Amtliche Kurse <box>1221 1792 1400 1815</box>
left-text-line: ter Natur. Es <box>55 981 128 995</box>
left-text-line: auer hat einen <box>46 1578 128 1591</box>
news-streik <box>1085 336 1535 387</box>
left-text-line: en Wirt wegen <box>46 1729 128 1742</box>
left-text-line: gesehen <box>81 1774 128 1787</box>
subheading-griechen: Gegen die Griechen. <box>1232 636 1389 652</box>
column-2 <box>638 141 1085 2006</box>
left-text-line: uf Nr. 212 330; <box>42 709 128 722</box>
left-text-line: 000 ℳ auf Nr. <box>49 845 128 858</box>
left-text-line: zur Vergebung. <box>41 1563 128 1576</box>
kurse-row <box>1085 1926 1535 1941</box>
paragraph: Berlin, 18. Mai. Der Reichsminister des Innern hat an die auf Grund des Ausnahmezustandes eingesetzten Regierungskommissare den nachstehenden Erlaß gerichtet: Mit Rücksicht auf die bevorstehenden Reichstagswahlen ist erwogen worden, ob der in einem großen Teil des Deutschen Reiches noch bestehende Ausnahmezustand aufgehoben werden könne. Nach reiflicher Prüfung erscheint dies mit Rücksicht auf die gesamte wirtschaftliche und politische Lage nicht angängig. Die Wahlagitation darf jedoch keinesfalls unnötig eingeschränkt werden. Deshalb ersuche ich ergebenst, von Versammlungs- und Zeitungsverboten unbedingt abzusehen, soweit nicht unmittelbare Gefahr für die öffentliche Sicherheit und Ruhe besteht. Auch sind alle auf diesem Gebiet etwa bestehende Einschränkungen, z. B. Anmeldepflicht für Versammlungen, Vorlage von Flugblättern vor der Veröffentlichung usw. aufzuheben. Die völlig unparteiische Stellungnahme allen politischen Parteien gegenüber ist unbedingt geboten. <box>638 1489 1085 1772</box>
paragraph: Paris, 18. Mai. Nach einer Meldung des „Temps“ aus Straßburg wurde gestern Graf Rapp mit seinen Mitarbeitern wegen eines neutralistischen Anschlags in Abwesenheit zu lebenslänglicher Festungshaft verurteilt. Heute beginnt der Prozeß gegen die Neutralisten, die in Straßburg Ende vorigen Jahres verhaftet worden waren. <box>1085 968 1535 1067</box>
kurse-row <box>1085 1880 1535 1895</box>
divider <box>638 666 1085 668</box>
news-erlass <box>638 1488 1085 1774</box>
kurse-cell: Allgem. El. Akt. <box>1304 1849 1403 1864</box>
paragraph: Stettin, Swinemünde, Heringsdorf und der Insel Rügen am Pfingstsonnabend wieder aufgenommen wird. <box>1085 142 1535 174</box>
letter-block <box>638 702 1085 1323</box>
